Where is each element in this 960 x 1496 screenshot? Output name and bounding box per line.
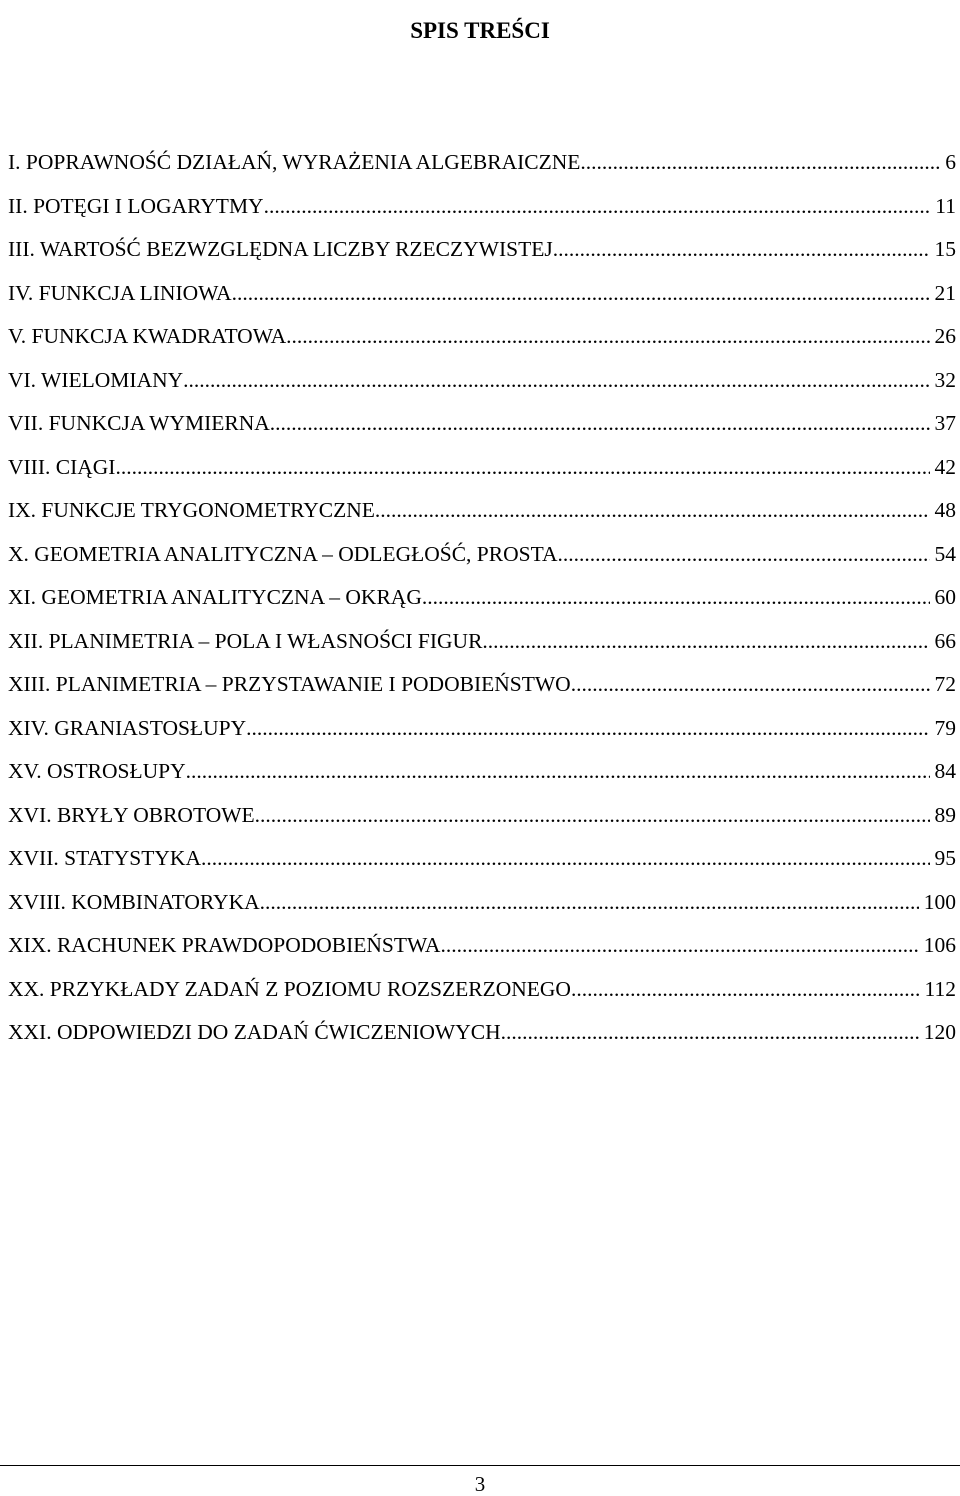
toc-entry-page: 60: [934, 585, 956, 609]
toc-entry-title: XVIII. KOMBINATORYKA: [8, 889, 260, 914]
toc-entry-title: XIX. RACHUNEK PRAWDOPODOBIEŃSTWA: [8, 933, 441, 957]
toc-entry-title: XI. GEOMETRIA ANALITYCZNA – OKRĄG: [8, 585, 422, 609]
toc-entry-page: 66: [934, 628, 956, 653]
toc-entry[interactable]: [8, 489, 956, 533]
toc-entry[interactable]: [8, 272, 956, 316]
toc-entry-title: XXI. ODPOWIEDZI DO ZADAŃ ĆWICZENIOWYCH: [8, 1020, 501, 1044]
toc-entry-title: X. GEOMETRIA ANALITYCZNA – ODLEGŁOŚĆ, PROSTA: [8, 541, 558, 566]
toc-entry-title: VI. WIELOMIANY: [8, 367, 184, 392]
table-of-contents: [8, 141, 956, 1055]
toc-entry[interactable]: [8, 794, 956, 838]
dot-leader: [232, 272, 930, 316]
dot-leader: [440, 924, 918, 968]
toc-entry-title: XIII. PLANIMETRIA – PRZYSTAWANIE I PODOBIEŃSTWO: [8, 672, 571, 696]
page-number: 3: [474, 1472, 486, 1496]
dot-leader: [260, 881, 919, 925]
toc-entry-title: III. WARTOŚĆ BEZWZGLĘDNA LICZBY RZECZYWISTEJ: [8, 237, 553, 261]
toc-entry-page: 42: [934, 454, 956, 479]
toc-entry[interactable]: [8, 576, 956, 620]
toc-entry-page: 106: [923, 933, 956, 957]
dot-leader: [580, 141, 940, 185]
toc-entry[interactable]: [8, 315, 956, 359]
dot-leader: [201, 837, 930, 881]
toc-entry[interactable]: [8, 402, 956, 446]
toc-entry[interactable]: [8, 881, 956, 925]
toc-entry-title: XIV. GRANIASTOSŁUPY: [8, 715, 247, 740]
dot-leader: [115, 446, 929, 490]
toc-entry-title: XX. PRZYKŁADY ZADAŃ Z POZIOMU ROZSZERZONEGO: [8, 976, 571, 1001]
toc-entry-title: XVII. STATYSTYKA: [8, 846, 201, 870]
toc-entry-page: 48: [934, 498, 956, 522]
toc-entry-page: 79: [934, 715, 956, 740]
toc-entry-page: 84: [934, 759, 956, 783]
dot-leader: [375, 489, 930, 533]
toc-entry-title: XII. PLANIMETRIA – POLA I WŁASNOŚCI FIGUR: [8, 628, 483, 653]
toc-entry-title: II. POTĘGI I LOGARYTMY: [8, 193, 264, 218]
toc-entry[interactable]: [8, 141, 956, 185]
dot-leader: [571, 663, 930, 707]
toc-entry[interactable]: [8, 968, 956, 1012]
toc-entry[interactable]: [8, 185, 956, 229]
dot-leader: [255, 794, 930, 838]
dot-leader: [422, 576, 930, 620]
toc-entry-page: 11: [935, 193, 956, 218]
toc-entry[interactable]: [8, 228, 956, 272]
toc-entry[interactable]: [8, 750, 956, 794]
toc-entry-page: 6: [945, 150, 956, 174]
toc-entry-page: 15: [934, 237, 956, 261]
toc-entry-title: V. FUNKCJA KWADRATOWA: [8, 324, 287, 348]
toc-entry-title: VII. FUNKCJA WYMIERNA: [8, 411, 270, 435]
dot-leader: [183, 359, 929, 403]
dot-leader: [558, 533, 930, 577]
toc-entry-page: 100: [923, 889, 956, 914]
dot-leader: [571, 968, 920, 1012]
dot-leader: [246, 707, 929, 751]
toc-entry-title: XVI. BRYŁY OBROTOWE: [8, 802, 255, 827]
toc-entry[interactable]: [8, 1011, 956, 1055]
footer-divider: [0, 1465, 960, 1466]
toc-entry-page: 72: [934, 672, 956, 696]
toc-entry-page: 120: [923, 1020, 956, 1044]
toc-entry[interactable]: [8, 663, 956, 707]
toc-entry[interactable]: [8, 446, 956, 490]
toc-entry-page: 112: [924, 976, 956, 1001]
toc-entry-title: I. POPRAWNOŚĆ DZIAŁAŃ, WYRAŻENIA ALGEBRAICZNE: [8, 150, 581, 174]
toc-entry-page: 89: [934, 802, 956, 827]
toc-entry[interactable]: [8, 359, 956, 403]
toc-entry-page: 26: [934, 324, 956, 348]
dot-leader: [286, 315, 929, 359]
toc-entry[interactable]: [8, 837, 956, 881]
dot-leader: [264, 185, 931, 229]
dot-leader: [553, 228, 930, 272]
dot-leader: [270, 402, 930, 446]
toc-entry-page: 37: [934, 411, 956, 435]
toc-entry-page: 32: [934, 367, 956, 392]
toc-entry[interactable]: [8, 533, 956, 577]
toc-entry-page: 21: [934, 280, 956, 305]
toc-entry-title: VIII. CIĄGI: [8, 454, 116, 479]
toc-entry-title: IX. FUNKCJE TRYGONOMETRYCZNE: [8, 498, 375, 522]
dot-leader: [186, 750, 930, 794]
toc-entry-page: 95: [934, 846, 956, 870]
page-title: SPIS TREŚCI: [410, 18, 550, 44]
toc-entry[interactable]: [8, 924, 956, 968]
toc-entry[interactable]: [8, 620, 956, 664]
toc-entry-page: 54: [934, 541, 956, 566]
toc-entry-title: XV. OSTROSŁUPY: [8, 759, 186, 783]
dot-leader: [501, 1011, 919, 1055]
toc-entry-title: IV. FUNKCJA LINIOWA: [8, 280, 232, 305]
dot-leader: [482, 620, 929, 664]
toc-entry[interactable]: [8, 707, 956, 751]
